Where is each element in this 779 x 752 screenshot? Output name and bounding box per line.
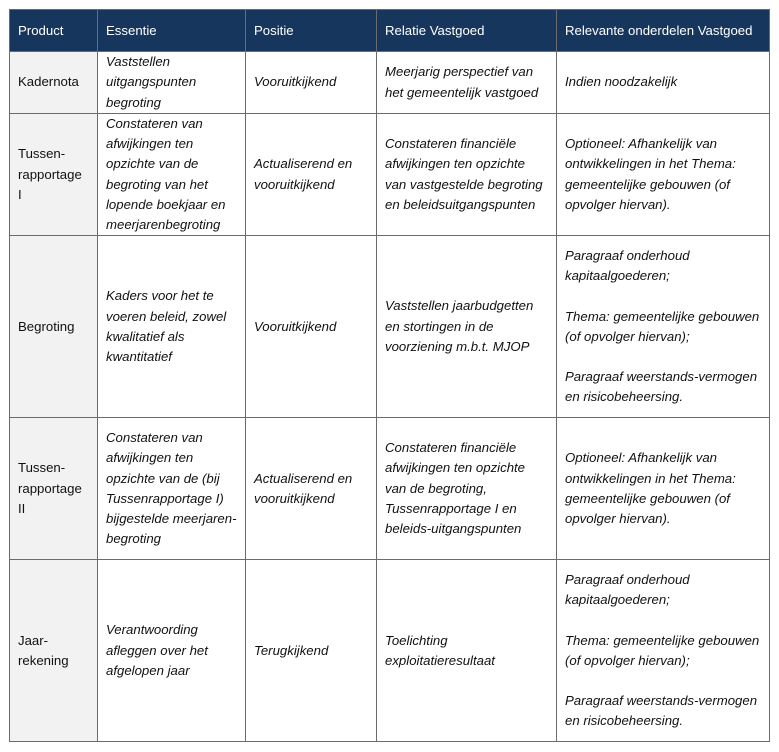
- product-cell: Tussen-rapportage I: [10, 114, 98, 236]
- essentie-cell: Constateren van afwijkingen ten opzichte van de (bij Tussenrapportage I) bijgestelde meerjaren-begroting: [98, 418, 246, 560]
- relevant-cell: [557, 418, 770, 560]
- relatie-cell: Toelichting exploitatieresultaat: [377, 560, 557, 742]
- header-positie: Positie: [246, 10, 377, 52]
- positie-cell: Vooruitkijkend: [246, 236, 377, 418]
- line-gap: [565, 286, 761, 306]
- header-relevante-onderdelen: Relevante onderdelen Vastgoed: [557, 10, 770, 52]
- table-row: [10, 114, 770, 236]
- product-cell: Kadernota: [10, 52, 98, 114]
- essentie-cell: Vaststellen uitgangspunten begroting: [98, 52, 246, 114]
- relevant-line: Indien noodzakelijk: [565, 74, 678, 90]
- positie-cell: Actualiserend en vooruitkijkend: [246, 114, 377, 236]
- essentie-cell: Verantwoording afleggen over het afgelopen jaar: [98, 560, 246, 742]
- table-row: [10, 52, 770, 114]
- header-essentie: Essentie: [98, 10, 246, 52]
- table-row: [10, 560, 770, 742]
- relevant-line: Paragraaf weerstands-vermogen en risicobeheersing.: [565, 693, 758, 729]
- relatie-cell: Constateren financiële afwijkingen ten opzichte van de begroting, Tussenrapportage I en beleids-uitgangspunten: [377, 418, 557, 560]
- table-header: [10, 10, 770, 52]
- relatie-cell: Meerjarig perspectief van het gemeentelijk vastgoed: [377, 52, 557, 114]
- positie-cell: Actualiserend en vooruitkijkend: [246, 418, 377, 560]
- product-cell: Jaar-rekening: [10, 560, 98, 742]
- relevant-line: Paragraaf weerstands-vermogen en risicobeheersing.: [565, 369, 758, 405]
- product-cell: Begroting: [10, 236, 98, 418]
- essentie-cell: Constateren van afwijkingen ten opzichte van de begroting van het lopende boekjaar en meerjarenbegroting: [98, 114, 246, 236]
- table-row: [10, 418, 770, 560]
- relevant-line: Paragraaf onderhoud kapitaalgoederen;: [565, 247, 690, 284]
- product-cell: Tussen-rapportage II: [10, 418, 98, 560]
- relevant-line: Thema: gemeentelijke gebouwen (of opvolger hiervan);: [565, 308, 760, 344]
- relevant-line: Paragraaf onderhoud kapitaalgoederen;: [565, 571, 690, 608]
- relevant-line: Optioneel: Afhankelijk van ontwikkelingen in het Thema: gemeentelijke gebouwen (of opvolger hiervan).: [565, 136, 736, 212]
- header-row: [10, 10, 770, 52]
- positie-cell: Vooruitkijkend: [246, 52, 377, 114]
- relevant-line: Thema: gemeentelijke gebouwen (of opvolger hiervan);: [565, 632, 760, 668]
- header-relatie-vastgoed: Relatie Vastgoed: [377, 10, 557, 52]
- vastgoed-products-table: [9, 9, 770, 742]
- essentie-cell: Kaders voor het te voeren beleid, zowel kwalitatief als kwantitatief: [98, 236, 246, 418]
- line-gap: [565, 610, 761, 630]
- relevant-line: Optioneel: Afhankelijk van ontwikkelingen in het Thema: gemeentelijke gebouwen (of opvolger hiervan).: [565, 450, 736, 526]
- line-gap: [565, 671, 761, 691]
- table-body: [10, 52, 770, 742]
- table-wrapper: [9, 9, 769, 742]
- relatie-cell: Constateren financiële afwijkingen ten opzichte van vastgestelde begroting en beleidsuitgangspunten: [377, 114, 557, 236]
- header-product: Product: [10, 10, 98, 52]
- table-row: [10, 236, 770, 418]
- relevant-cell: [557, 52, 770, 114]
- positie-cell: Terugkijkend: [246, 560, 377, 742]
- relevant-cell: [557, 236, 770, 418]
- line-gap: [565, 347, 761, 367]
- relatie-cell: Vaststellen jaarbudgetten en stortingen in de voorziening m.b.t. MJOP: [377, 236, 557, 418]
- relevant-cell: [557, 114, 770, 236]
- relevant-cell: [557, 560, 770, 742]
